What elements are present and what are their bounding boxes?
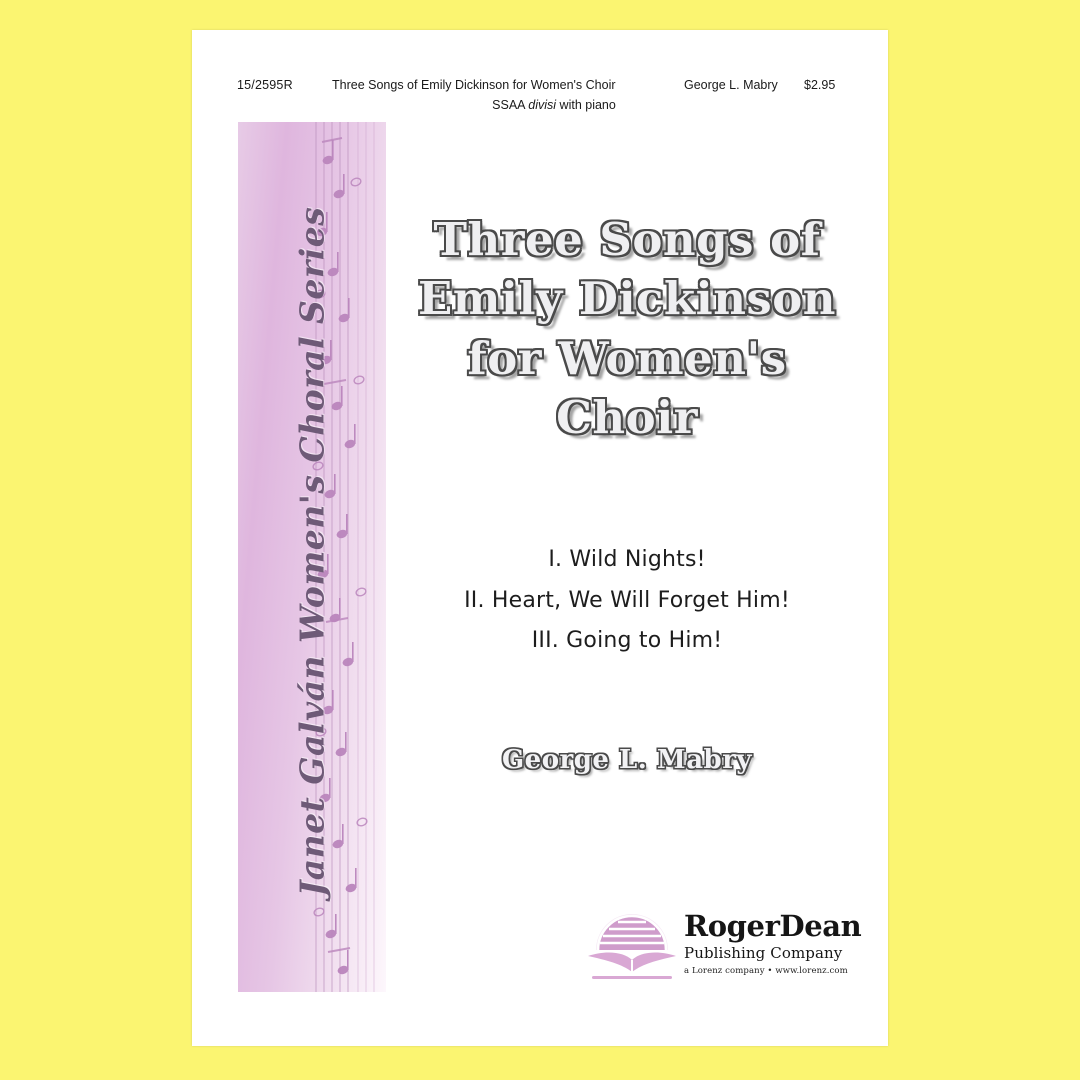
- movement-list: [392, 540, 862, 662]
- voicing-prefix: SSAA: [492, 98, 529, 112]
- publisher-name: [684, 909, 862, 943]
- series-label: Janet Galván Women's Choral Series: [292, 206, 332, 897]
- publisher-name-part2: Dean: [779, 909, 862, 943]
- header-composer: George L. Mabry: [684, 78, 778, 92]
- sheet-music-cover-page: [192, 30, 888, 1046]
- publisher-wordmark: [684, 909, 862, 976]
- catalog-number: 15/2595R: [237, 78, 293, 92]
- series-band: [238, 122, 386, 992]
- publisher-fine-print: a Lorenz company • www.lorenz.com: [684, 966, 848, 976]
- cover-header: [192, 78, 888, 128]
- voicing-divisi: divisi: [528, 98, 557, 112]
- publisher-subtitle: Publishing Company: [684, 944, 843, 962]
- voicing-suffix: with piano: [556, 98, 616, 112]
- composer-name: George L. Mabry: [501, 745, 753, 775]
- list-item: II. Heart, We Will Forget Him!: [464, 587, 790, 613]
- list-item: III. Going to Him!: [531, 628, 723, 654]
- sunrise-book-icon: [584, 910, 680, 992]
- page-title: Three Songs of Emily Dickinson for Women's Choir: [418, 213, 836, 445]
- voicing-line: [192, 98, 888, 112]
- list-item: I. Wild Nights!: [548, 547, 706, 572]
- header-title: Three Songs of Emily Dickinson for Women's Choir: [332, 78, 616, 92]
- publisher-logo: [584, 909, 862, 1000]
- publisher-name-part1: Roger: [684, 909, 780, 943]
- header-price: $2.95: [804, 78, 836, 92]
